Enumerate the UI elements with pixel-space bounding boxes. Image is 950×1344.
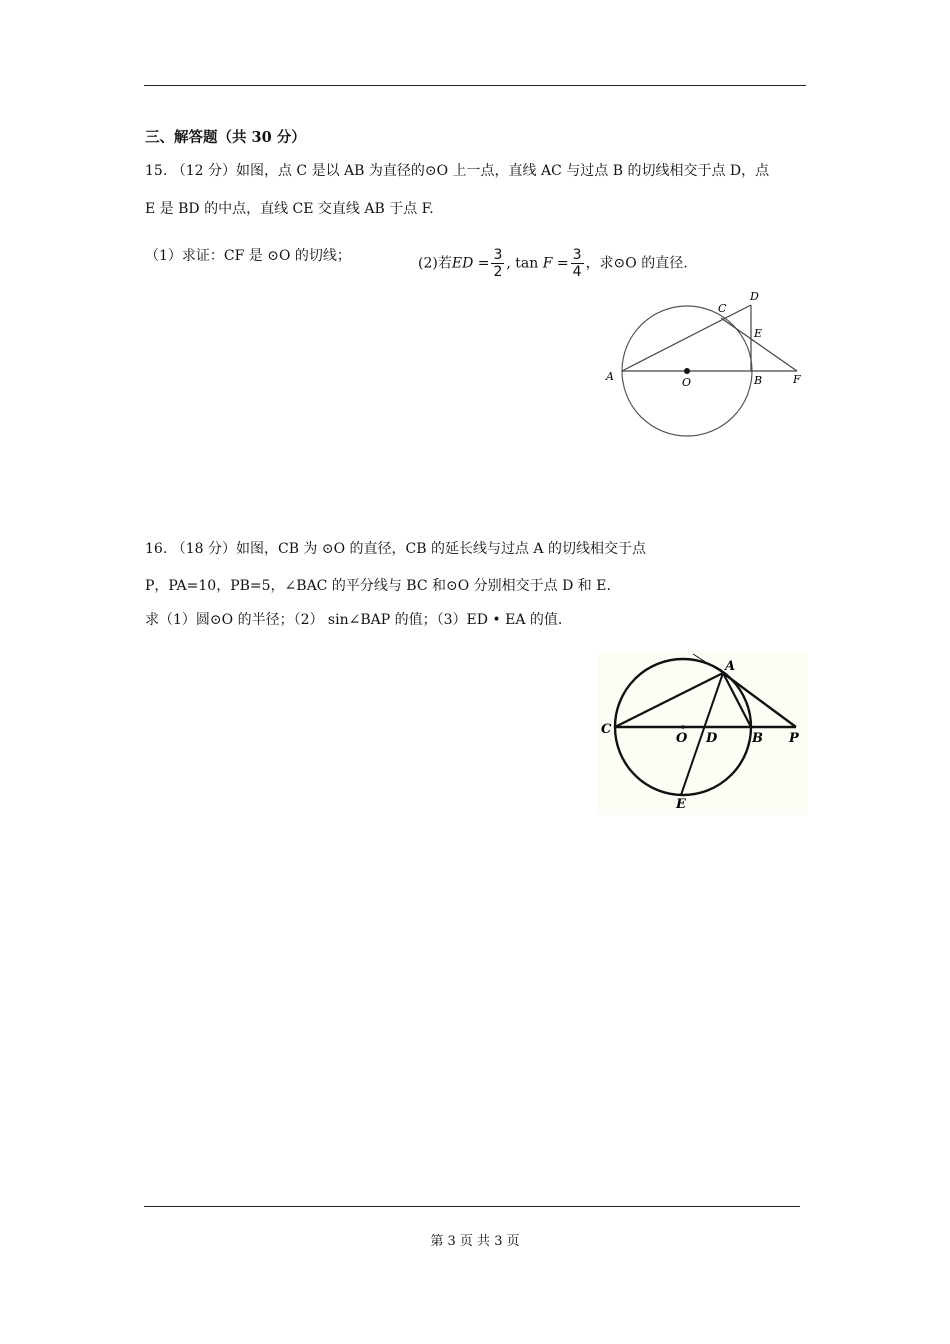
q15-label-o: O (682, 376, 692, 389)
fraction-tanf-denominator: 4 (572, 264, 582, 280)
q15-label-d: D (750, 290, 759, 303)
q16-label-e: E (676, 797, 686, 812)
q15-label-b: B (754, 374, 763, 387)
sub2-f: F = (542, 255, 569, 272)
q15-line-2: E 是 BD 的中点，直线 CE 交直线 AB 于点 F. (145, 201, 434, 217)
q16-label-a: A (725, 659, 736, 674)
q16-label-d: D (706, 731, 718, 746)
q16-label-c: C (601, 722, 612, 737)
q16-center-dot (681, 725, 685, 729)
fraction-ed-denominator: 2 (493, 264, 503, 280)
q15-figure (600, 285, 815, 440)
sub2-ed: ED = (451, 255, 490, 272)
q15-label-f: F (793, 373, 801, 386)
sub2-tan: , tan (506, 255, 539, 272)
q15-label-a: A (606, 370, 614, 383)
q16-line-1: 16. （18 分）如图，CB 为 ⊙O 的直径，CB 的延长线与过点 A 的切线相交于点 (145, 541, 646, 557)
q16-line-3: 求（1）圆⊙O 的半径；（2） sin∠BAP 的值；（3）ED • EA 的值. (145, 612, 563, 628)
q15-label-c: C (718, 302, 727, 315)
q16-figure (598, 650, 808, 815)
q15-center-dot (684, 368, 690, 374)
fraction-tanf (571, 247, 584, 280)
q16-label-o: O (676, 731, 688, 746)
footer-rule (144, 1206, 800, 1207)
fraction-ed (491, 247, 504, 280)
sub2-prefix: (2)若 (418, 255, 452, 272)
q15-label-e: E (754, 327, 763, 340)
sub2-suffix: ，求⊙O 的直径. (585, 255, 688, 272)
header-rule (144, 85, 806, 86)
q16-line-2: P，PA=10，PB=5，∠BAC 的平分线与 BC 和⊙O 分别相交于点 D 和 E. (145, 578, 611, 594)
q16-label-p: P (789, 731, 799, 746)
fraction-tanf-numerator: 3 (572, 247, 582, 263)
q15-subquestion-1: （1）求证：CF 是 ⊙O 的切线； (145, 248, 351, 264)
q15-subquestion-2 (418, 247, 688, 280)
q15-line-ad (622, 305, 751, 371)
fraction-ed-numerator: 3 (493, 247, 503, 263)
q16-label-b: B (752, 731, 763, 746)
section-title: 三、解答题（共 30 分） (145, 129, 306, 146)
q15-line-1: 15. （12 分）如图，点 C 是以 AB 为直径的⊙O 上一点，直线 AC 与过点 B 的切线相交于点 D，点 (145, 163, 770, 179)
page-footer: 第 3 页 共 3 页 (430, 1234, 520, 1249)
q15-line-cf (721, 318, 797, 371)
